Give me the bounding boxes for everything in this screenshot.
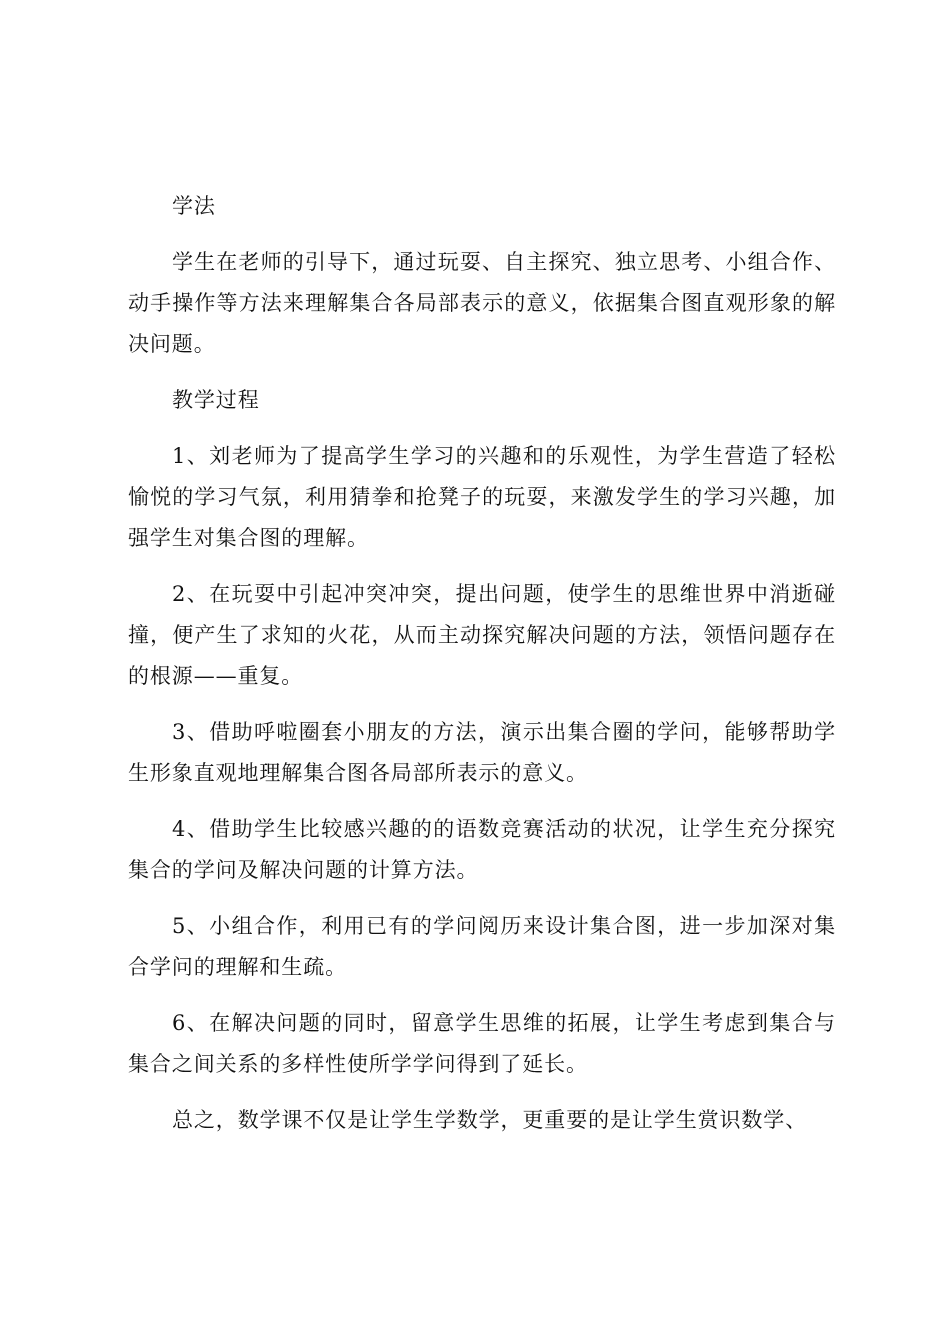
paragraph-process-2: 2、在玩耍中引起冲突冲突，提出问题，使学生的思维世界中消逝碰撞，便产生了求知的火花，从而主动探究解决问题的方法，领悟问题存在的根源——重复。 (128, 582, 836, 688)
paragraph-process-1: 1、刘老师为了提高学生学习的兴趣和的乐观性，为学生营造了轻松愉悦的学习气氛，利用猜拳和抢凳子的玩耍，来激发学生的学习兴趣，加强学生对集合图的理解。 (128, 444, 836, 550)
document-body (128, 186, 836, 1156)
paragraph-process-4: 4、借助学生比较感兴趣的的语数竞赛活动的状况，让学生充分探究集合的学问及解决问题的计算方法。 (128, 817, 836, 882)
section-heading-teaching-process: 教学过程 (172, 388, 260, 412)
paragraph-process-5: 5、小组合作，利用已有的学问阅历来设计集合图，进一步加深对集合学问的理解和生疏。 (128, 914, 836, 979)
paragraph-process-3: 3、借助呼啦圈套小朋友的方法，演示出集合圈的学问，能够帮助学生形象直观地理解集合图各局部所表示的意义。 (128, 720, 836, 785)
paragraph-study-method: 学生在老师的引导下，通过玩耍、自主探究、独立思考、小组合作、动手操作等方法来理解集合各局部表示的意义，依据集合图直观形象的解决问题。 (128, 250, 836, 356)
paragraph-summary: 总之，数学课不仅是让学生学数学，更重要的是让学生赏识数学、 (172, 1108, 808, 1132)
section-heading-study-method: 学法 (172, 194, 216, 218)
paragraph-process-6: 6、在解决问题的同时，留意学生思维的拓展，让学生考虑到集合与集合之间关系的多样性使所学学问得到了延长。 (128, 1011, 836, 1076)
